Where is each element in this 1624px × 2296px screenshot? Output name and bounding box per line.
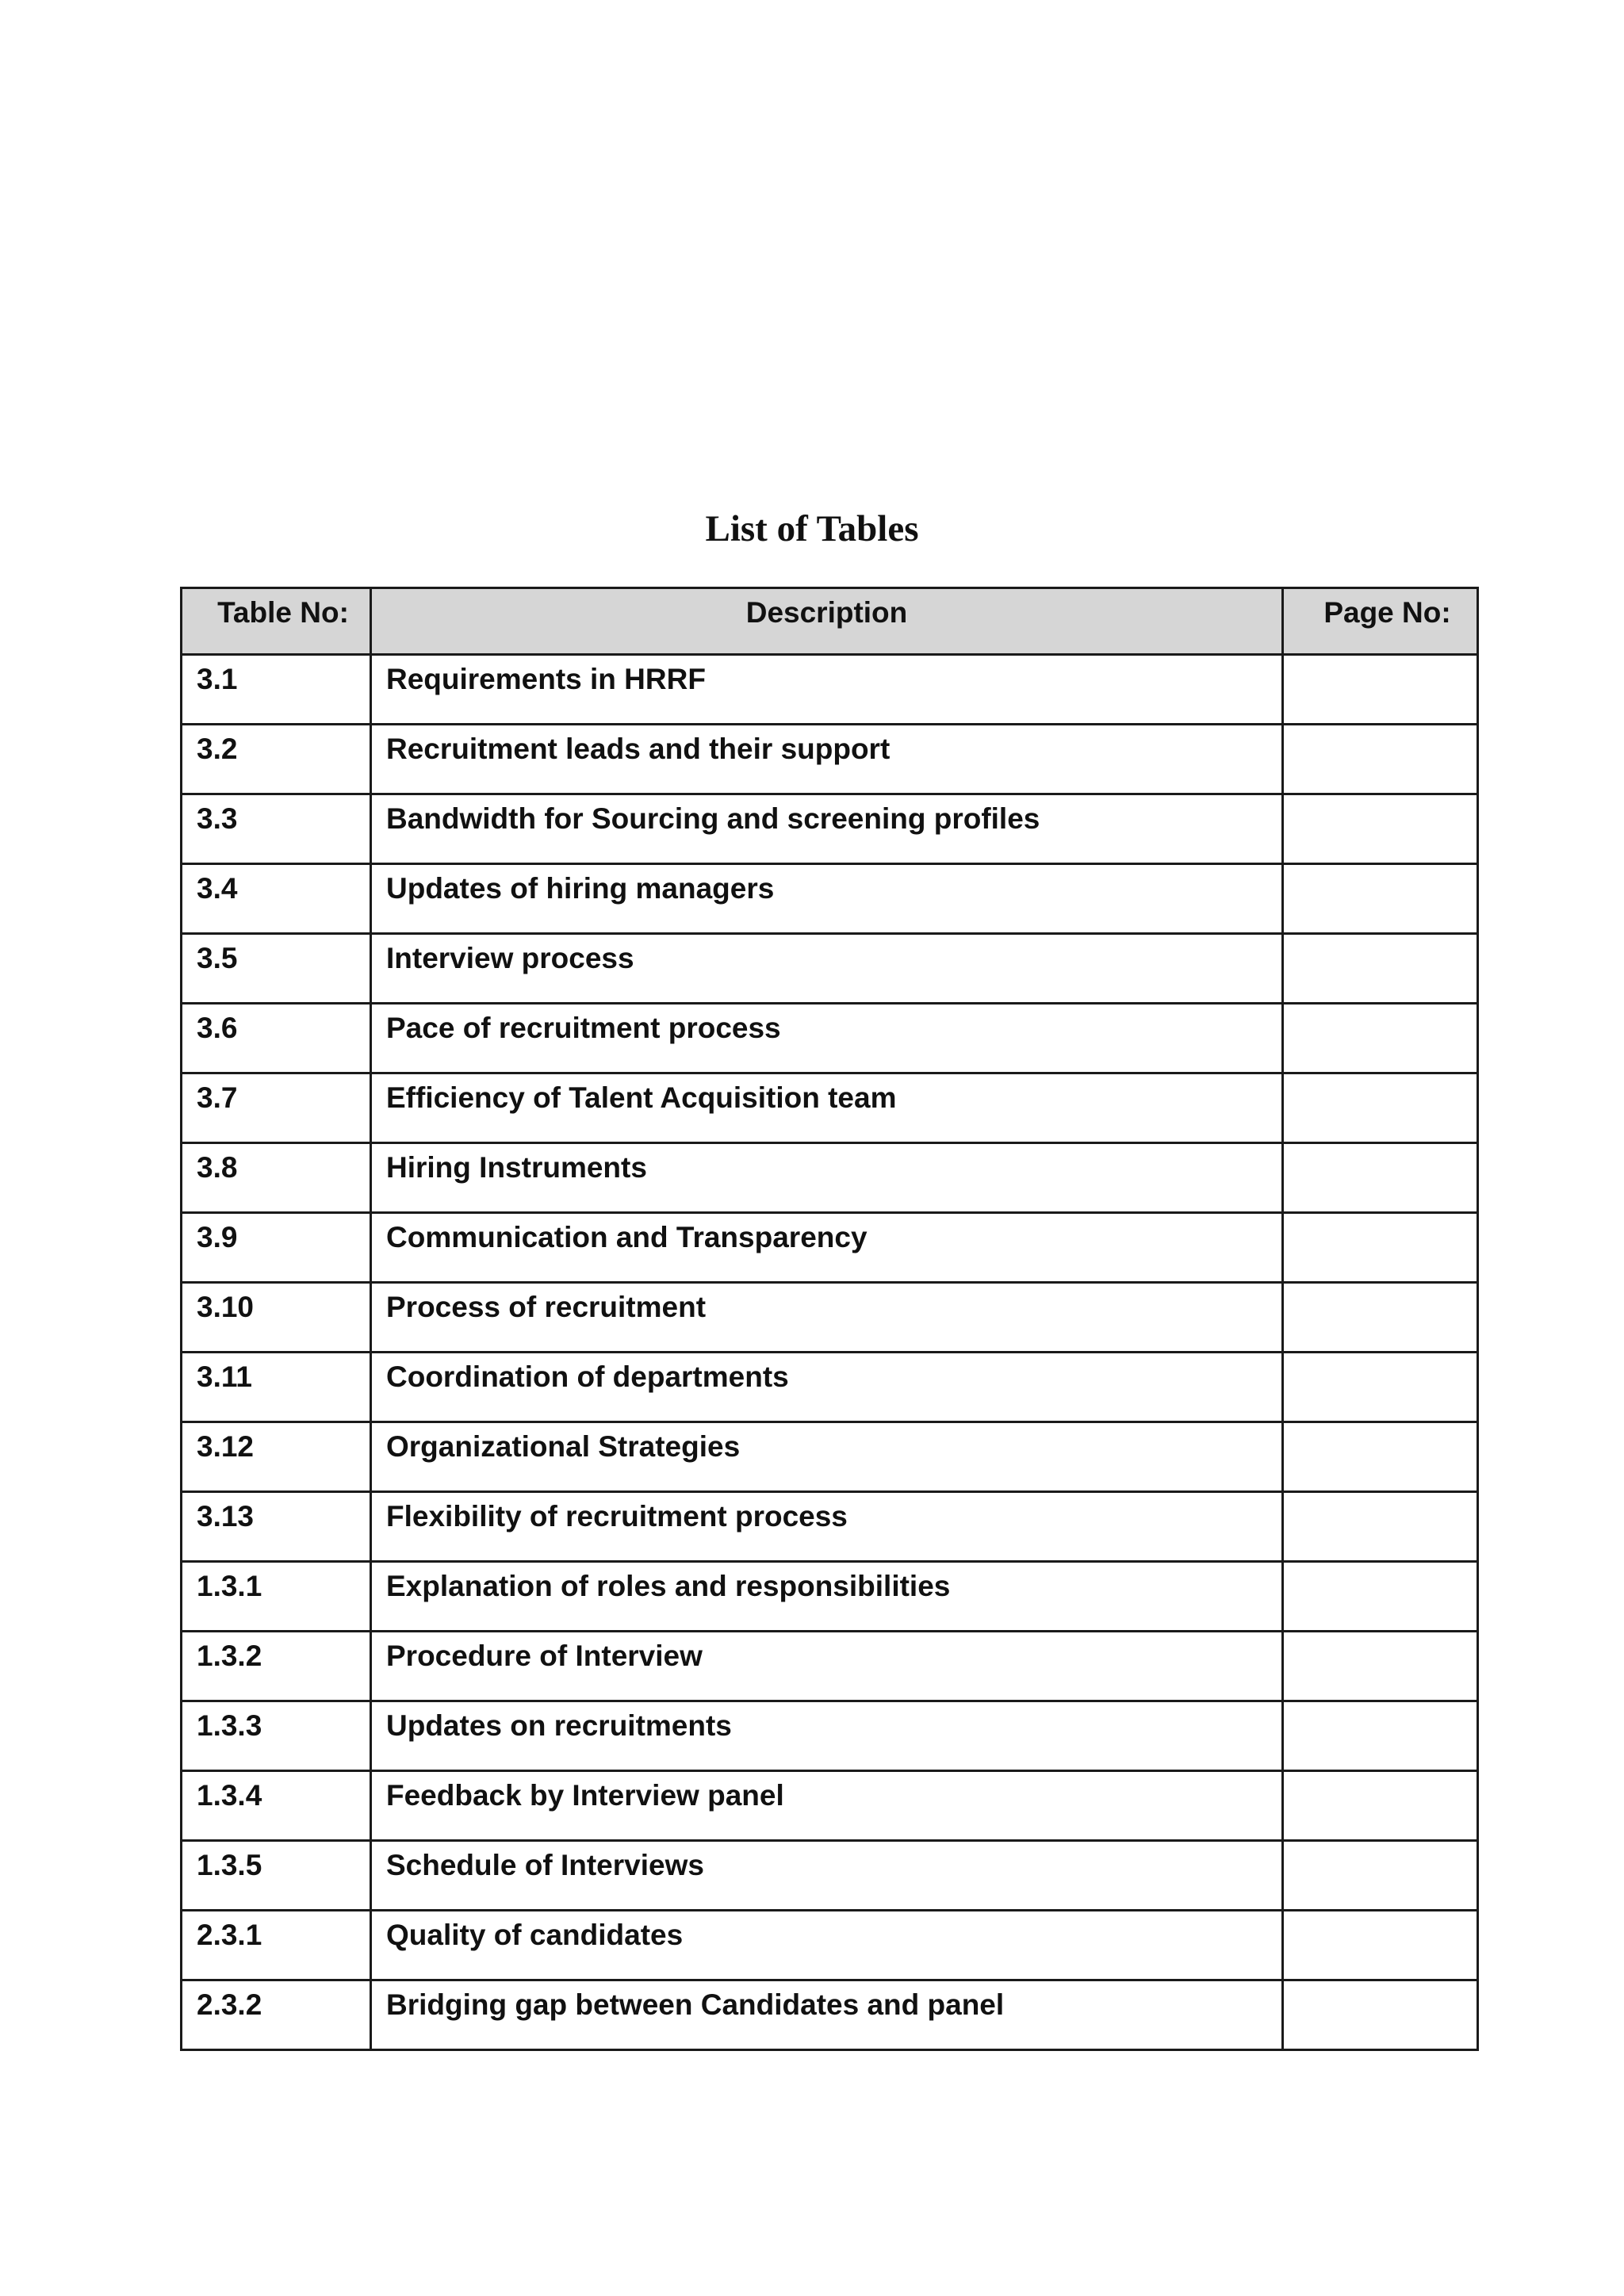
- cell-table-no: 3.6: [182, 1004, 371, 1073]
- cell-page-no: [1283, 1353, 1478, 1422]
- cell-description: Hiring Instruments: [371, 1143, 1283, 1213]
- header-page-no: Page No:: [1283, 588, 1478, 655]
- cell-page-no: [1283, 1143, 1478, 1213]
- cell-description: Bandwidth for Sourcing and screening profiles: [371, 794, 1283, 864]
- table-row: [182, 934, 1478, 1004]
- cell-table-no: 3.13: [182, 1492, 371, 1562]
- cell-description: Coordination of departments: [371, 1353, 1283, 1422]
- cell-description: Recruitment leads and their support: [371, 725, 1283, 794]
- page-title: List of Tables: [705, 508, 919, 549]
- table-row: [182, 1422, 1478, 1492]
- table-row: [182, 1701, 1478, 1771]
- cell-page-no: [1283, 1980, 1478, 2050]
- cell-table-no: 1.3.4: [182, 1771, 371, 1841]
- cell-page-no: [1283, 725, 1478, 794]
- cell-table-no: 3.7: [182, 1073, 371, 1143]
- table-row: [182, 1771, 1478, 1841]
- table-row: [182, 655, 1478, 725]
- cell-page-no: [1283, 1213, 1478, 1283]
- cell-table-no: 2.3.2: [182, 1980, 371, 2050]
- cell-description: Flexibility of recruitment process: [371, 1492, 1283, 1562]
- cell-table-no: 1.3.2: [182, 1632, 371, 1701]
- list-of-tables: [180, 587, 1479, 2051]
- cell-description: Organizational Strategies: [371, 1422, 1283, 1492]
- cell-page-no: [1283, 1004, 1478, 1073]
- cell-description: Efficiency of Talent Acquisition team: [371, 1073, 1283, 1143]
- cell-page-no: [1283, 1911, 1478, 1980]
- cell-page-no: [1283, 1283, 1478, 1353]
- cell-table-no: 1.3.1: [182, 1562, 371, 1632]
- cell-page-no: [1283, 1562, 1478, 1632]
- table-row: [182, 725, 1478, 794]
- cell-table-no: 1.3.3: [182, 1701, 371, 1771]
- cell-table-no: 3.12: [182, 1422, 371, 1492]
- cell-table-no: 2.3.1: [182, 1911, 371, 1980]
- table-header-row: [182, 588, 1478, 655]
- cell-table-no: 3.4: [182, 864, 371, 934]
- cell-description: Procedure of Interview: [371, 1632, 1283, 1701]
- table-row: [182, 1073, 1478, 1143]
- cell-description: Updates on recruitments: [371, 1701, 1283, 1771]
- cell-description: Interview process: [371, 934, 1283, 1004]
- cell-description: Schedule of Interviews: [371, 1841, 1283, 1911]
- table-row: [182, 794, 1478, 864]
- cell-table-no: 3.11: [182, 1353, 371, 1422]
- cell-description: Pace of recruitment process: [371, 1004, 1283, 1073]
- table-row: [182, 1492, 1478, 1562]
- cell-page-no: [1283, 934, 1478, 1004]
- cell-page-no: [1283, 794, 1478, 864]
- cell-description: Updates of hiring managers: [371, 864, 1283, 934]
- cell-description: Explanation of roles and responsibilities: [371, 1562, 1283, 1632]
- cell-table-no: 3.9: [182, 1213, 371, 1283]
- cell-page-no: [1283, 1771, 1478, 1841]
- cell-page-no: [1283, 1701, 1478, 1771]
- cell-description: Feedback by Interview panel: [371, 1771, 1283, 1841]
- table-row: [182, 1213, 1478, 1283]
- header-table-no: Table No:: [182, 588, 371, 655]
- cell-table-no: 3.10: [182, 1283, 371, 1353]
- table-row: [182, 1632, 1478, 1701]
- cell-page-no: [1283, 1492, 1478, 1562]
- cell-page-no: [1283, 864, 1478, 934]
- table-row: [182, 1911, 1478, 1980]
- table-row: [182, 1353, 1478, 1422]
- cell-table-no: 3.3: [182, 794, 371, 864]
- cell-description: Communication and Transparency: [371, 1213, 1283, 1283]
- cell-table-no: 3.8: [182, 1143, 371, 1213]
- cell-table-no: 3.1: [182, 655, 371, 725]
- cell-page-no: [1283, 1841, 1478, 1911]
- cell-description: Quality of candidates: [371, 1911, 1283, 1980]
- table-row: [182, 1841, 1478, 1911]
- table-row: [182, 1143, 1478, 1213]
- cell-page-no: [1283, 1422, 1478, 1492]
- cell-table-no: 1.3.5: [182, 1841, 371, 1911]
- cell-table-no: 3.2: [182, 725, 371, 794]
- table-row: [182, 1562, 1478, 1632]
- cell-page-no: [1283, 655, 1478, 725]
- cell-page-no: [1283, 1632, 1478, 1701]
- cell-description: Bridging gap between Candidates and panel: [371, 1980, 1283, 2050]
- table-row: [182, 864, 1478, 934]
- cell-description: Process of recruitment: [371, 1283, 1283, 1353]
- header-description: Description: [371, 588, 1283, 655]
- table-row: [182, 1004, 1478, 1073]
- table-row: [182, 1283, 1478, 1353]
- cell-page-no: [1283, 1073, 1478, 1143]
- table-body: [182, 655, 1478, 2050]
- cell-table-no: 3.5: [182, 934, 371, 1004]
- table-row: [182, 1980, 1478, 2050]
- cell-description: Requirements in HRRF: [371, 655, 1283, 725]
